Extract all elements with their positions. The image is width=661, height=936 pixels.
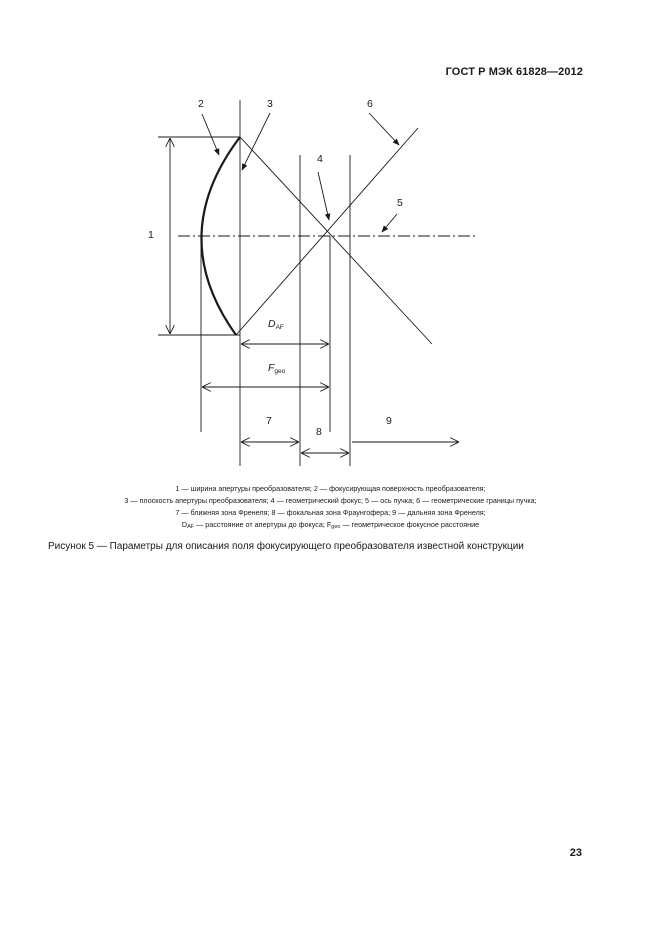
leader-3 xyxy=(242,113,270,170)
label-4: 4 xyxy=(317,153,323,165)
beam-boundary-lower xyxy=(236,128,418,335)
legend-line-4: $D_{AF}$ — расстояние от апертуры до фокуса; $F_{geo}$ — геометрическое фокусное расстояние xyxy=(181,520,480,530)
daf-label: DAF xyxy=(268,318,284,331)
leader-6 xyxy=(369,113,399,145)
leader-5 xyxy=(382,214,397,232)
label-6: 6 xyxy=(367,98,373,110)
document-header: ГОСТ Р МЭК 61828—2012 xyxy=(445,66,583,78)
label-8: 8 xyxy=(316,426,322,438)
label-7: 7 xyxy=(266,415,272,427)
leader-4 xyxy=(318,172,329,220)
label-1: 1 xyxy=(148,229,154,241)
figure-caption: Рисунок 5 — Параметры для описания поля фокусирующего преобразователя известной конструкции xyxy=(48,541,524,552)
label-2: 2 xyxy=(198,98,204,110)
leader-2 xyxy=(202,114,219,155)
page-number: 23 xyxy=(569,847,582,859)
label-9: 9 xyxy=(386,415,392,427)
figure-legend xyxy=(0,483,661,533)
label-3: 3 xyxy=(267,98,273,110)
label-5: 5 xyxy=(397,197,403,209)
legend-line-3: 7 — ближняя зона Френеля; 8 — фокальная зона Фраунгофера; 9 — дальняя зона Френеля; xyxy=(175,508,486,517)
legend-line-2: 3 — плоскость апертуры преобразователя; 4 — геометрический фокус; 5 — ось пучка; 6 — геометрические границы пучка; xyxy=(124,496,537,505)
fgeo-label: Fgeo xyxy=(268,362,286,375)
beam-boundary-upper xyxy=(240,137,432,344)
legend-line-1: 1 — ширина апертуры преобразователя; 2 — фокусирующая поверхность преобразователя; xyxy=(175,484,486,493)
